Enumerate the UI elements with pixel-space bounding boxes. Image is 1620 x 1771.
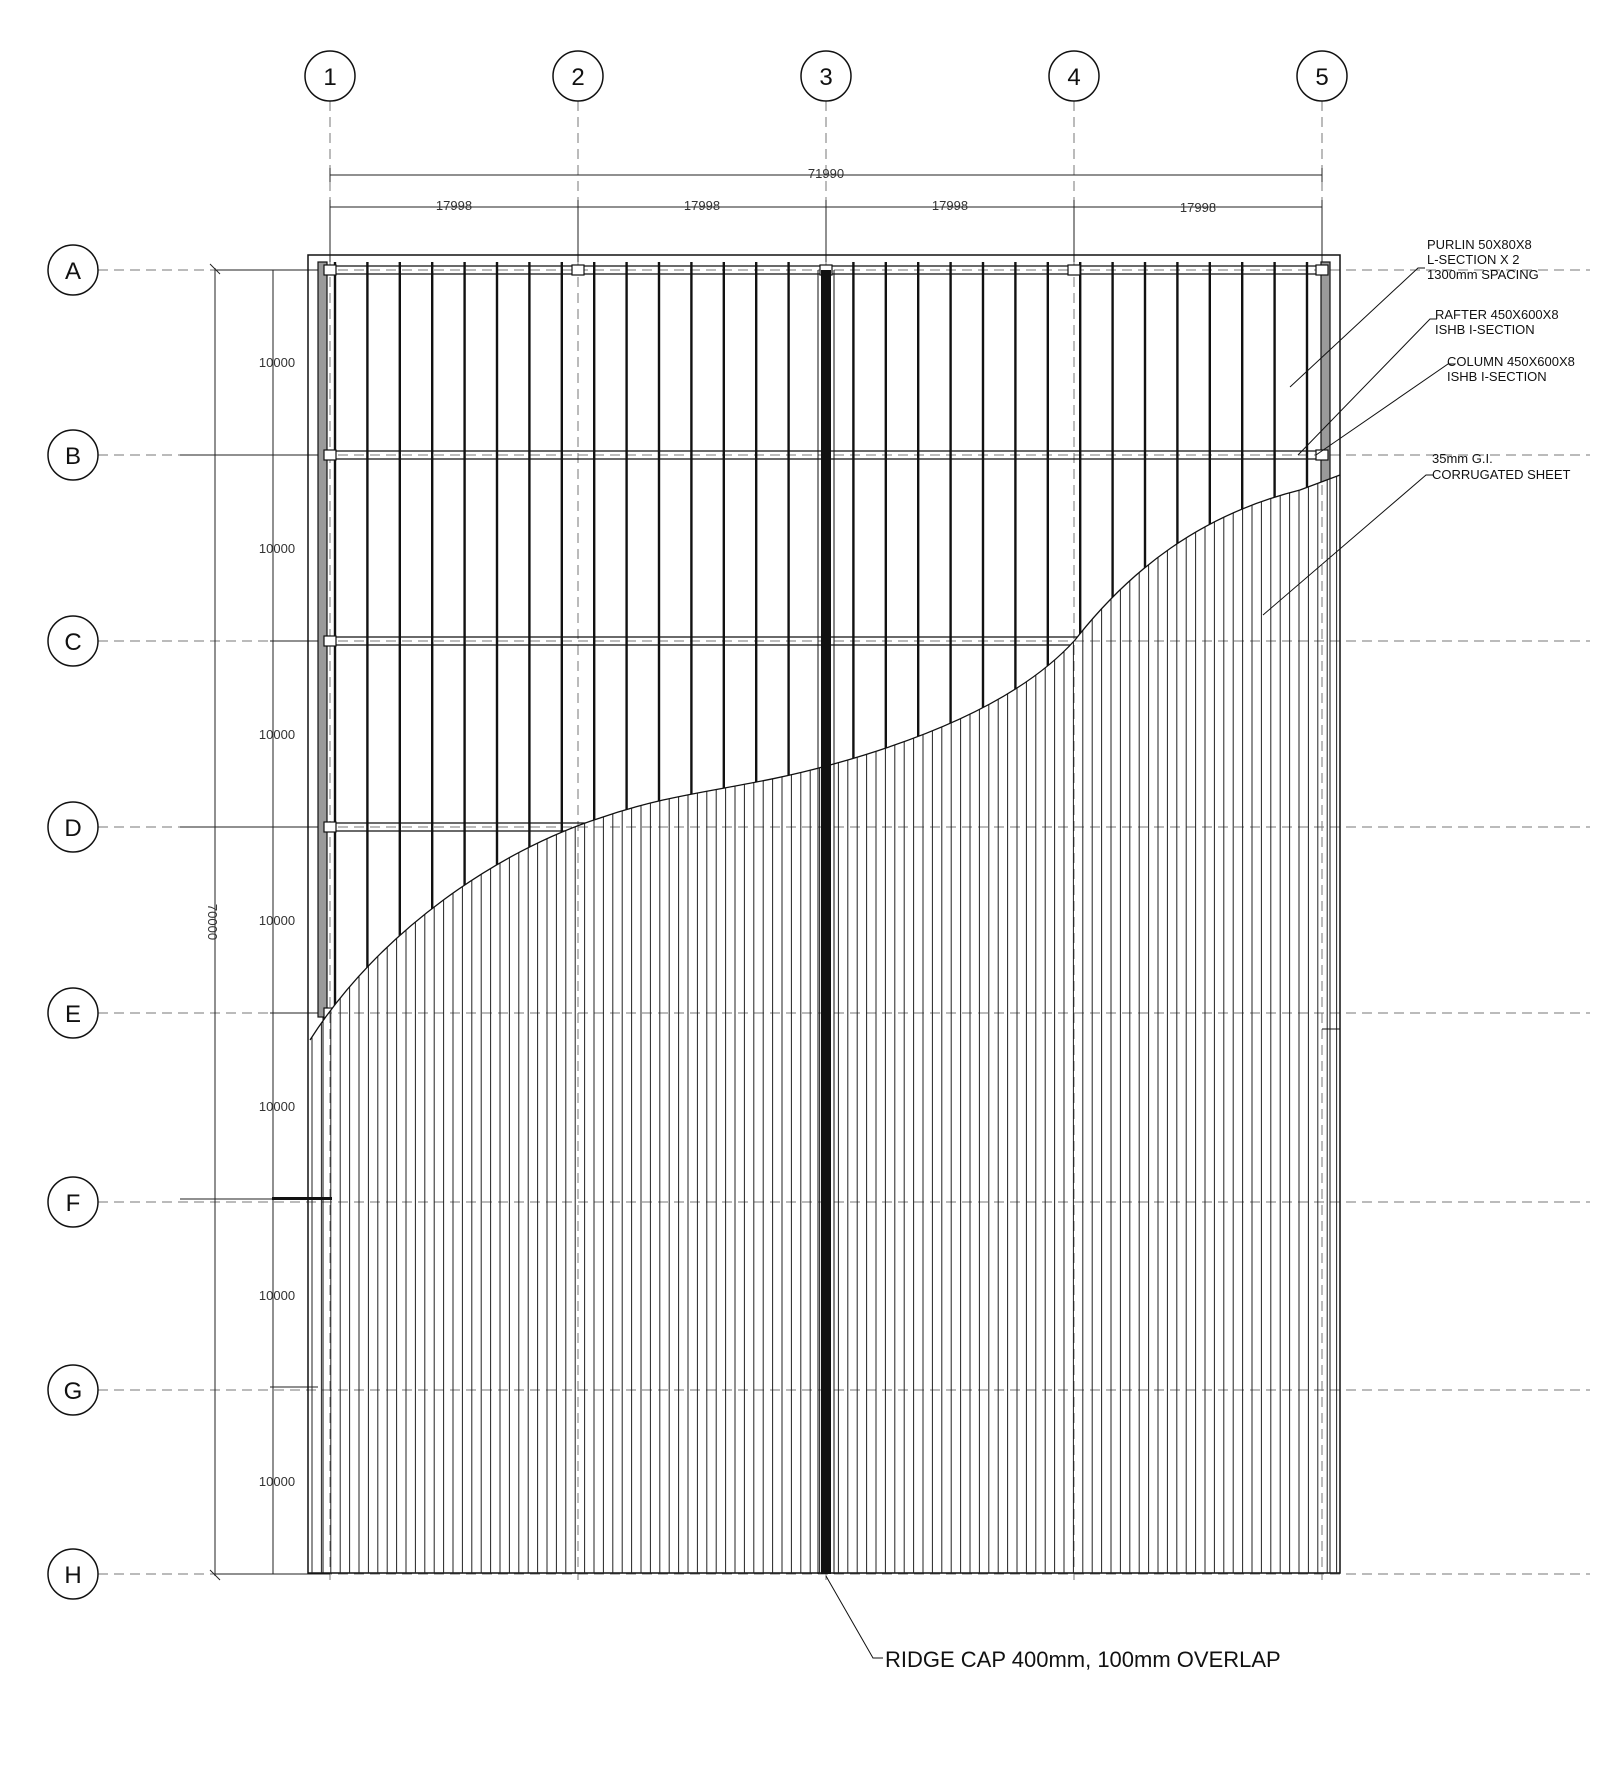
label-purlin-line-2: L-SECTION X 2 [1427, 252, 1520, 267]
grid-bubble-F [48, 1177, 98, 1227]
label-rafter [1435, 307, 1559, 337]
label-purlin-line-3: 1300mm SPACING [1427, 267, 1539, 282]
grid-label-2: 2 [571, 64, 585, 91]
dimension-text-overall-length: 70000 [205, 903, 220, 941]
grid-bubble-A [48, 245, 98, 295]
dimension-bays [330, 200, 1322, 262]
grid-label-D: D [64, 815, 82, 842]
dimension-text-bay-3: 17998 [931, 198, 969, 213]
grid-bubble-4 [1049, 51, 1099, 101]
grid-label-B: B [64, 443, 82, 470]
grid-label-A: A [64, 258, 82, 285]
dimension-text-overall-width: 71990 [807, 166, 845, 181]
grid-bubble-1 [305, 51, 355, 101]
dimension-text-bay-2: 17998 [683, 198, 721, 213]
edge-mark-left [272, 1197, 332, 1200]
grid-label-H: H [64, 1562, 82, 1589]
grid-label-4: 4 [1067, 64, 1081, 91]
label-ridge-cap: RIDGE CAP 400mm, 100mm OVERLAP [885, 1647, 1281, 1672]
dimension-text-AB: 10000 [258, 355, 296, 370]
label-column-line-1: COLUMN 450X600X8 [1447, 354, 1575, 369]
dimension-text-DE: 10000 [258, 913, 296, 928]
grid-bubble-2 [553, 51, 603, 101]
grid-label-F: F [65, 1190, 81, 1217]
grid-label-C: C [64, 629, 82, 656]
dimension-text-CD: 10000 [258, 727, 296, 742]
label-sheet-line-2: CORRUGATED SHEET [1432, 467, 1571, 482]
label-purlin [1427, 237, 1539, 282]
dimension-text-BC: 10000 [258, 541, 296, 556]
grid-label-G: G [63, 1378, 83, 1405]
ridge-cap [818, 270, 834, 1574]
grid-label-3: 3 [819, 64, 833, 91]
label-sheet-line-1: 35mm G.I. [1432, 451, 1493, 466]
label-rafter-line-2: ISHB I-SECTION [1435, 322, 1535, 337]
grid-bubble-E [48, 988, 98, 1038]
dimension-text-bay-4: 17998 [1179, 200, 1217, 215]
dimension-text-GH: 10000 [258, 1474, 296, 1489]
label-column [1447, 354, 1575, 384]
dimension-text-EF: 10000 [258, 1099, 296, 1114]
grid-label-E: E [64, 1001, 82, 1028]
grid-bubble-G [48, 1365, 98, 1415]
grid-bubble-B [48, 430, 98, 480]
grid-bubble-H [48, 1549, 98, 1599]
grid-bubble-D [48, 802, 98, 852]
grid-bubble-5 [1297, 51, 1347, 101]
label-purlin-line-1: PURLIN 50X80X8 [1427, 237, 1532, 252]
label-column-line-2: ISHB I-SECTION [1447, 369, 1547, 384]
label-rafter-line-1: RAFTER 450X600X8 [1435, 307, 1559, 322]
grid-label-5: 5 [1315, 64, 1329, 91]
grid-bubble-3 [801, 51, 851, 101]
grid-bubble-C [48, 616, 98, 666]
leader-lines [826, 268, 1455, 1658]
dimension-text-bay-1: 17998 [435, 198, 473, 213]
grid-label-1: 1 [323, 64, 337, 91]
dimension-text-FG: 10000 [258, 1288, 296, 1303]
label-sheet [1432, 451, 1570, 482]
